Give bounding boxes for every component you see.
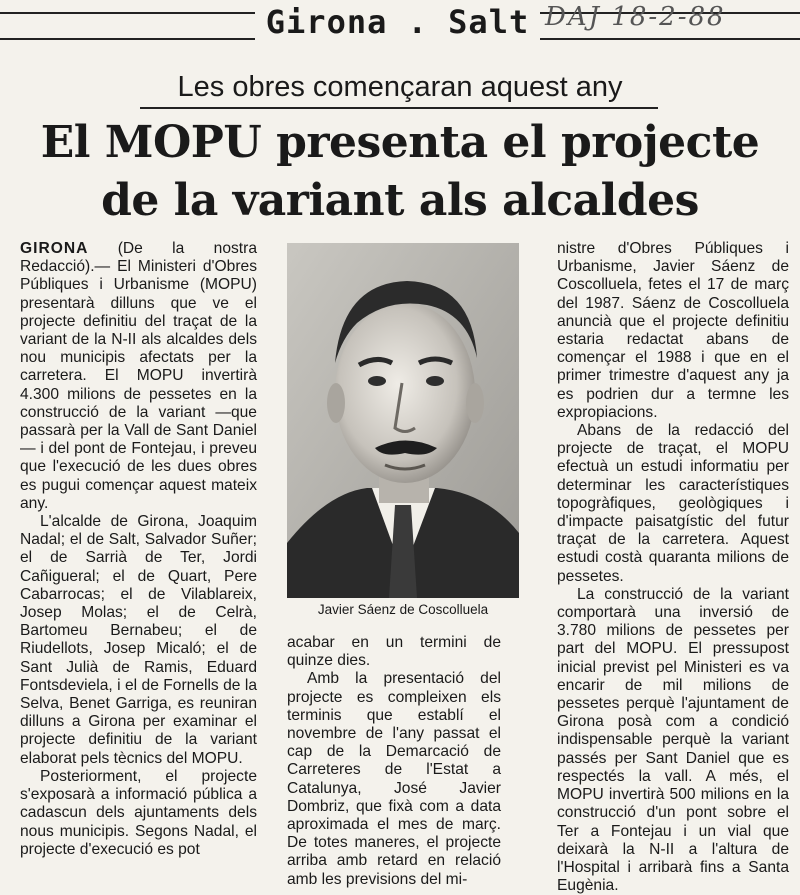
article-kicker: Les obres començaran aquest any (177, 71, 623, 103)
column-3-paragraph-3: La construcció de la variant comportarà una inversió de 3.780 milions de pessetes per part del MOPU. El pressupost inicial previst pel Ministeri es va encarir de mil milions de pessetes perquè l'ajuntament de Girona posà com a condició indispensable perquè la variant passés per Sant Daniel que es respectés la vall. A més, el MOPU invertirà 500 milions en la construcció d'un pont sobre el Ter a Fontejau i un vial que deixarà la N-II a l'altura de l'Hospital i arribarà fins a Santa Eugènia. (557, 585, 789, 895)
portrait-photo (287, 243, 519, 598)
column-1-paragraph-2: L'alcalde de Girona, Joaquim Nadal; el de Salt, Salvador Suñer; el de Sarrià de Ter, Jordi Cañigueral; el de Quart, Pere Cabarrocas; el de Vilablareix, Josep Molas; el de Celrà, Bartomeu Bernabeu; el de Riudellots, Josep Micaló; el de Sant Julià de Ramis, Eduard Fontsdeviela, i el de Fornells de la Selva, Benet Garriga, es reuniran dilluns a Girona per examinar el projecte definitiu de la variant elaborat pels tècnics del MOPU. (20, 513, 257, 767)
headline-line-2: de la variant als alcaldes (101, 175, 699, 226)
column-1-paragraph-3: Posteriorment, el projecte s'exposarà a informació pública a cadascun dels ajuntaments dels nous municipis. Segons Nadal, el projecte d'execució es pot (20, 767, 257, 858)
column-2-paragraph-1: acabar en un termini de quinze dies. (287, 634, 501, 670)
headline-line-1: El MOPU presenta el projecte (40, 117, 760, 168)
photo-caption: Javier Sáenz de Coscolluela (317, 602, 489, 617)
handwritten-date: DAJ 18-2-88 (545, 2, 726, 32)
masthead (0, 0, 800, 46)
kicker-underline (140, 107, 658, 109)
article-headline (0, 114, 800, 230)
article-column-2 (287, 634, 501, 889)
column-1-paragraph-1 (20, 240, 257, 513)
article-column-3 (557, 240, 789, 895)
article-column-1 (20, 240, 257, 859)
column-2-paragraph-2: Amb la presentació del projecte es compleixen els terminis que establí el novembre de l'any passat el cap de la Demarcació de Carreteres de l'Estat a Catalunya, José Javier Dombriz, que fixà com a data aproximada el mes de març. De totes maneres, el projecte arriba amb retard en relació amb les previsions del mi- (287, 670, 501, 888)
column-3-paragraph-2: Abans de la redacció del projecte de traçat, el MOPU efectuà un estudi informatiu per determinar les característiques topogràfiques, geològiques i d'impacte paisatgístic del futur traçat de la carretera. Aquest estudi costà quaranta milions de pessetes. (557, 422, 789, 585)
section-title: Girona . Salt (255, 2, 540, 42)
column-1-paragraph-1-text: (De la nostra Redacció).— El Ministeri d'Obres Públiques i Urbanisme (MOPU) presentarà dilluns que ve el projecte definitiu del traçat de la variant de la N-II als alcaldes dels nou municipis afectats per la carretera. El MOPU invertirà 4.300 milions de pessetes en la construcció de la variant —que passarà per la Vall de Sant Daniel— i del pont de Fontejau, i preveu que l'execució de les dues obres es pugui començar aquest mateix any. (20, 240, 257, 512)
dateline-place: GIRONA (20, 240, 89, 257)
portrait-illustration (287, 243, 519, 598)
column-3-paragraph-1: nistre d'Obres Públiques i Urbanisme, Javier Sáenz de Coscolluela, fetes el 17 de març del 1987. Sáenz de Coscolluela anuncià que el projecte definitiu estaria redactat abans de començar el 1988 i que en el primer trimestre d'aquest any ja es podrien dur a termne les expropiacions. (557, 240, 789, 421)
